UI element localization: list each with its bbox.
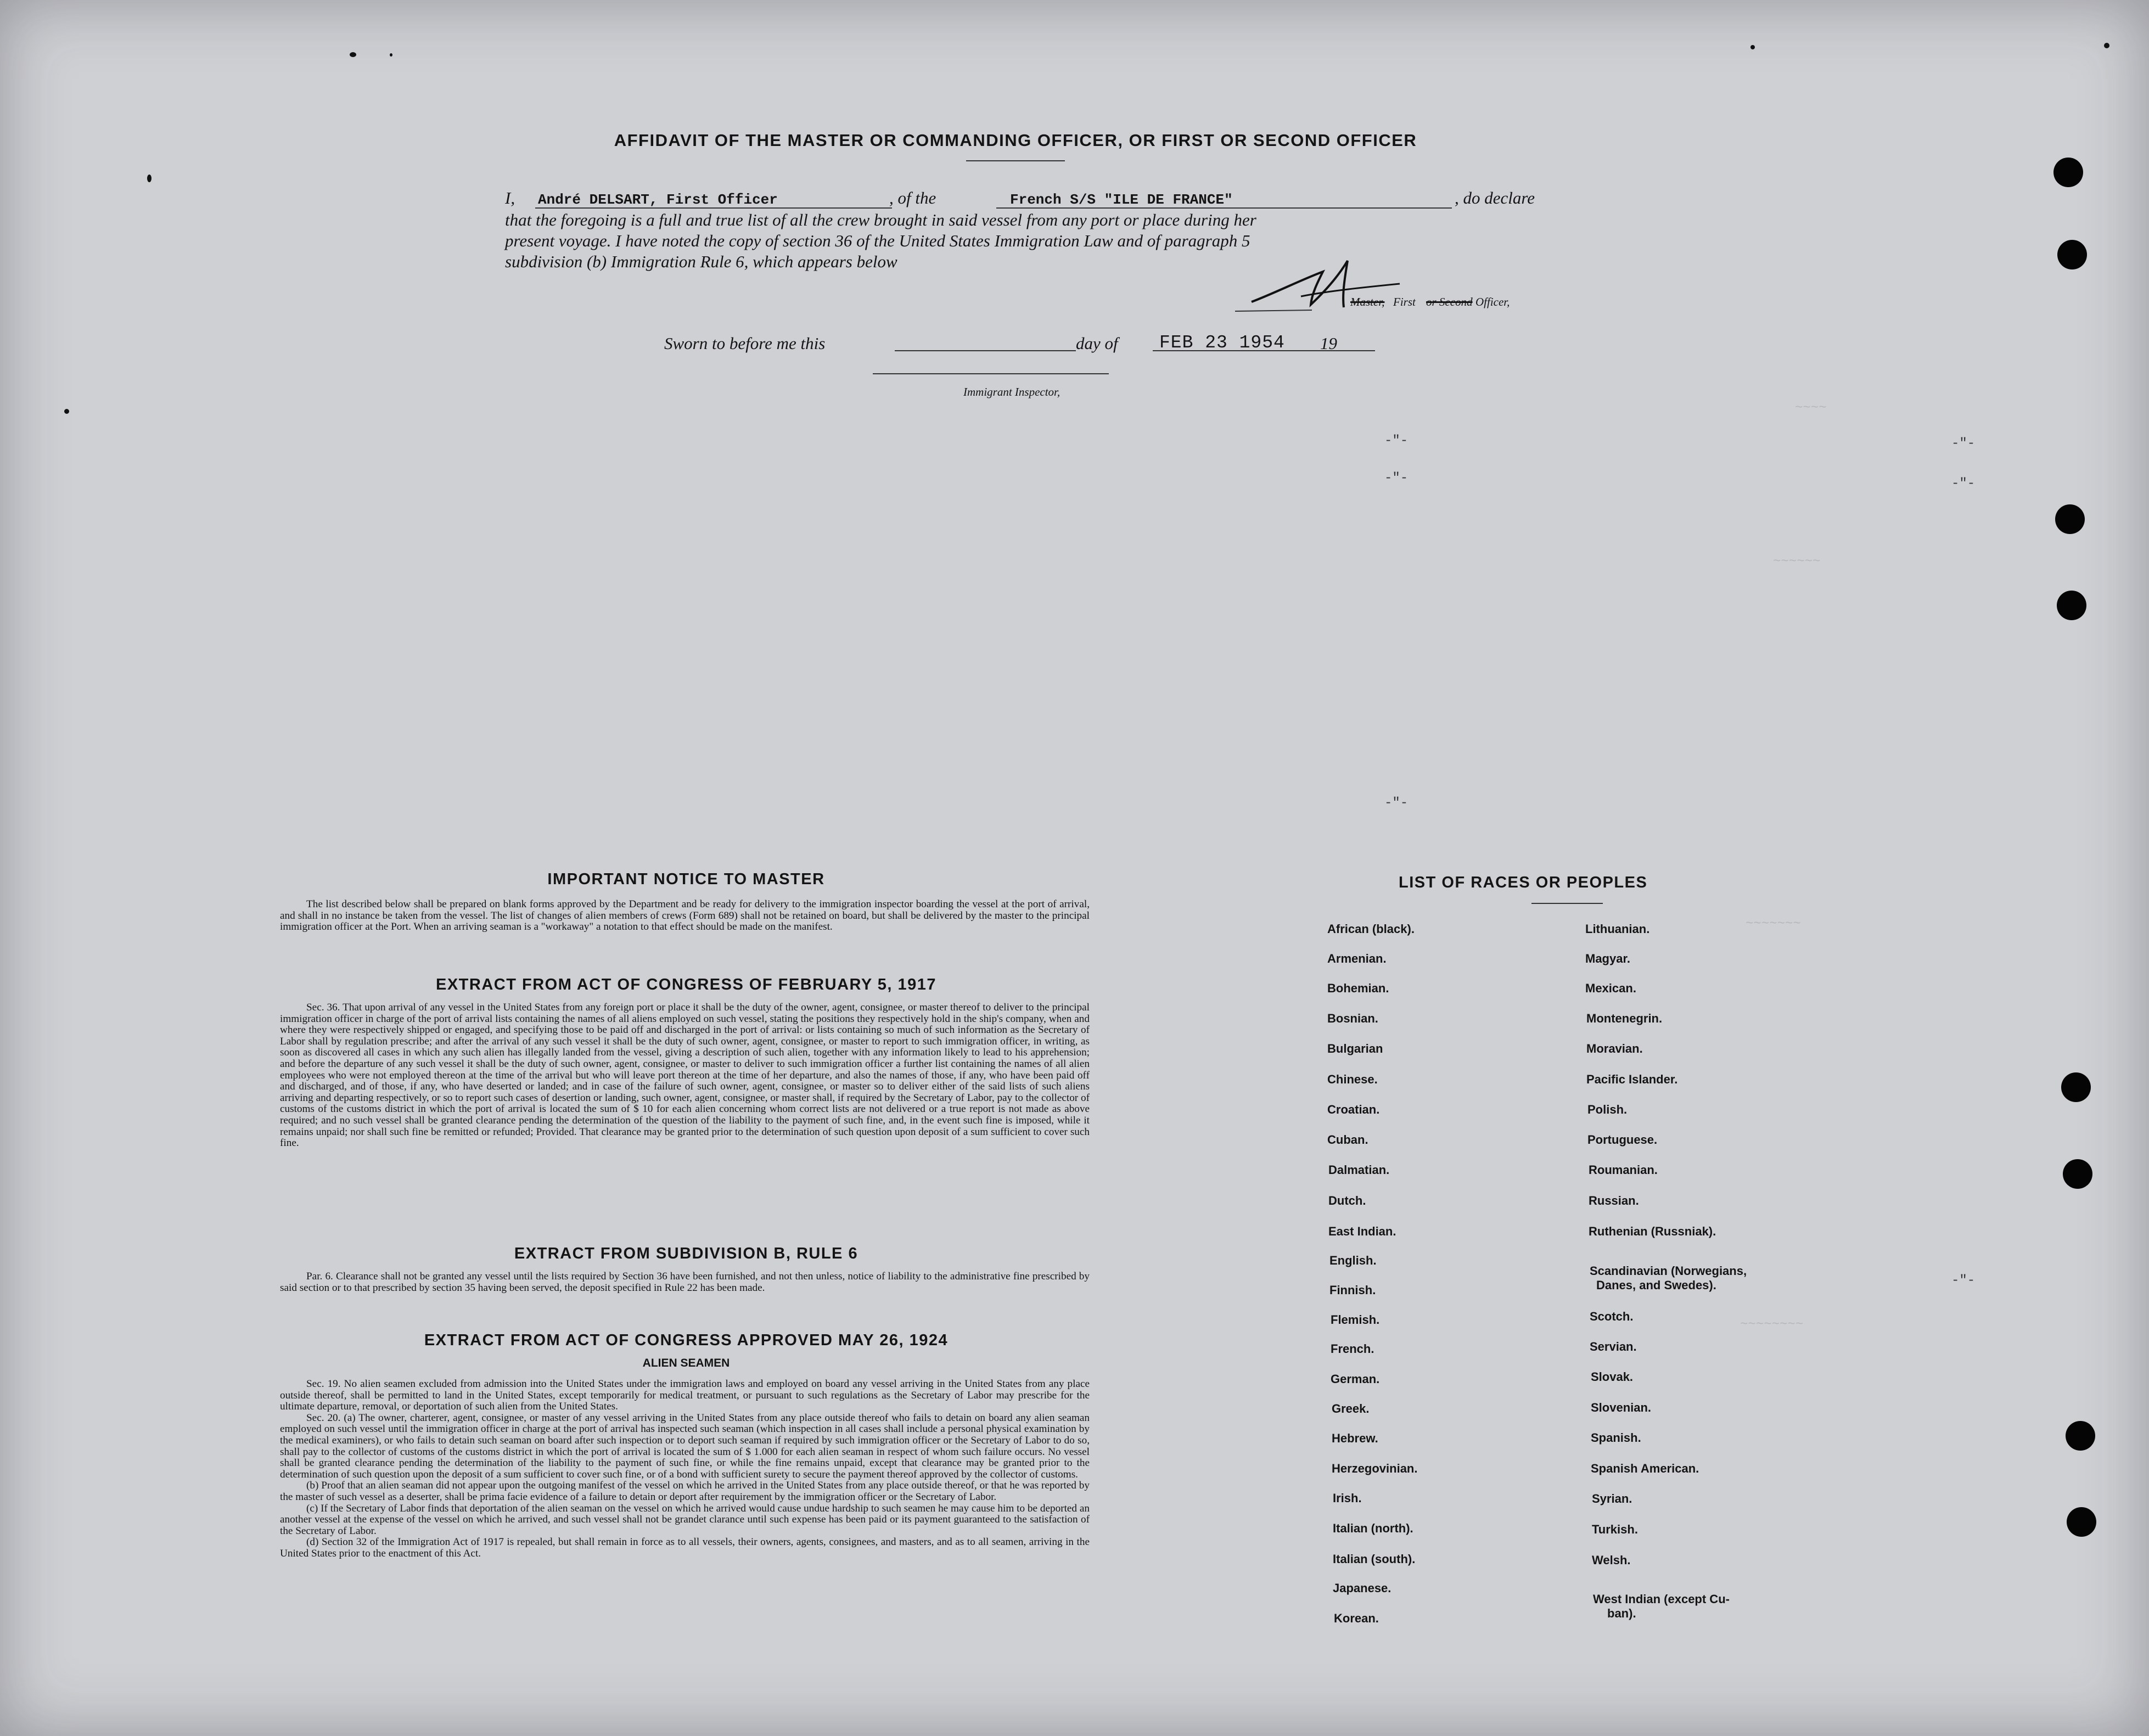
sworn-prefix: Sworn to before me this bbox=[664, 334, 826, 353]
ditto-mark: -"- bbox=[1951, 476, 1976, 491]
race-item: Turkish. bbox=[1592, 1522, 1638, 1536]
vessel-name: French S/S "ILE DE FRANCE" bbox=[1010, 192, 1233, 208]
declaration-line-3: present voyage. I have noted the copy of section 36 of the United States Immigration Law and of paragraph 5 bbox=[505, 231, 1250, 250]
section-19-paragraph: Sec. 19. No alien seamen excluded from admission into the United States under the immigration laws and employed on board any vessel arriving in the United States from any place outside thereof, shall be permitted to land in the United States, except temporarily for medical treatment, or pursuant to such regulations as the Secretary of Labor may prescribe for the ultimate departure, removal, or deportation of such alien from the United States. bbox=[280, 1378, 1090, 1413]
name-field-line bbox=[535, 207, 892, 209]
alien-seamen-subtitle: ALIEN SEAMEN bbox=[642, 1357, 730, 1369]
speck bbox=[1750, 45, 1755, 49]
punch-hole bbox=[2061, 1072, 2091, 1102]
race-item: Italian (south). bbox=[1333, 1552, 1416, 1566]
punch-hole bbox=[2066, 1421, 2095, 1451]
race-item: Servian. bbox=[1590, 1340, 1637, 1353]
race-item: Ruthenian (Russniak). bbox=[1589, 1224, 1716, 1238]
race-item: German. bbox=[1331, 1372, 1380, 1386]
section-20c-paragraph: (c) If the Secretary of Labor finds that deportation of the alien seaman on the vessel on which he arrived would cause undue hardship to such seamen he may cause him to be deported an another vessel at the expense of the vessel on which he arrived, and such vessel shall not be grandet clarance until such expense has been paid or its payment guaranteed to the satisfaction of the Secretary of Labor. bbox=[280, 1502, 1090, 1537]
declaration-post: , do declare bbox=[1455, 188, 1535, 207]
bleed-through-text: ~~~~~~~~ bbox=[1740, 1317, 1804, 1332]
race-item: Korean. bbox=[1334, 1611, 1379, 1625]
race-item: Armenian. bbox=[1327, 952, 1387, 965]
speck bbox=[64, 409, 69, 414]
race-item: Flemish. bbox=[1331, 1313, 1380, 1327]
race-item: West Indian (except Cu- bbox=[1593, 1592, 1730, 1606]
race-item: Magyar. bbox=[1585, 952, 1630, 965]
race-item: Portuguese. bbox=[1587, 1133, 1658, 1147]
speck bbox=[390, 53, 392, 57]
race-item: Scotch. bbox=[1590, 1310, 1634, 1323]
declaration-line-1 bbox=[505, 188, 1537, 210]
race-item: Moravian. bbox=[1586, 1042, 1643, 1055]
race-item: English. bbox=[1329, 1254, 1377, 1267]
race-item: Roumanian. bbox=[1589, 1163, 1658, 1177]
race-item: Japanese. bbox=[1333, 1581, 1391, 1595]
extract-1924-text bbox=[280, 1379, 1090, 1560]
race-item: East Indian. bbox=[1328, 1224, 1396, 1238]
officer-name: André DELSART, First Officer bbox=[538, 192, 778, 208]
race-item: Danes, and Swedes). bbox=[1596, 1278, 1716, 1292]
affidavit-title: AFFIDAVIT OF THE MASTER OR COMMANDING OFFICER, OR FIRST OR SECOND OFFICER bbox=[614, 131, 1417, 150]
race-item: Bosnian. bbox=[1327, 1012, 1378, 1025]
extract-1917-text bbox=[280, 1002, 1090, 1149]
race-item: Dalmatian. bbox=[1328, 1163, 1390, 1177]
sworn-date-stamp: FEB 23 1954 bbox=[1159, 333, 1285, 353]
race-item: Bohemian. bbox=[1327, 981, 1389, 995]
vessel-field-line bbox=[996, 207, 1452, 209]
subdivision-b-title: EXTRACT FROM SUBDIVISION B, RULE 6 bbox=[514, 1245, 859, 1262]
declaration-mid: , of the bbox=[889, 188, 936, 207]
speck bbox=[2104, 43, 2109, 48]
race-item: Croatian. bbox=[1327, 1103, 1380, 1116]
ditto-mark: -"- bbox=[1384, 796, 1409, 811]
inspector-label: Immigrant Inspector, bbox=[963, 385, 1061, 398]
title-underline bbox=[966, 160, 1065, 161]
races-title: LIST OF RACES OR PEOPLES bbox=[1399, 874, 1648, 891]
race-item: African (black). bbox=[1327, 922, 1415, 936]
declaration-line-2: that the foregoing is a full and true list of all the crew brought in said vessel from any port or place during her bbox=[505, 210, 1256, 229]
race-item: Welsh. bbox=[1592, 1553, 1631, 1567]
race-item: Russian. bbox=[1589, 1194, 1639, 1207]
notice-title: IMPORTANT NOTICE TO MASTER bbox=[547, 870, 825, 888]
sworn-day-of: day of bbox=[1076, 334, 1118, 353]
section-20d-paragraph: (d) Section 32 of the Immigration Act of 1917 is repealed, but shall remain in force as to all vessels, their owners, agents, consignees, and masters, and as to all seamen, arriving in the United States prior to the enactment of this Act. bbox=[280, 1536, 1090, 1559]
sworn-year: 19 bbox=[1320, 334, 1337, 353]
struck-master: Master, bbox=[1350, 295, 1385, 308]
declaration-line-4: subdivision (b) Immigration Rule 6, which appears below bbox=[505, 252, 897, 271]
sworn-day-line bbox=[895, 350, 1076, 351]
bleed-through-text: ~~~~~~~ bbox=[1746, 917, 1801, 931]
race-item: Cuban. bbox=[1327, 1133, 1368, 1147]
race-item: Slovak. bbox=[1591, 1370, 1634, 1384]
speck bbox=[147, 175, 152, 182]
ditto-mark: -"- bbox=[1384, 471, 1409, 486]
race-item: Bulgarian bbox=[1327, 1042, 1383, 1055]
race-item: Polish. bbox=[1587, 1103, 1628, 1116]
race-item: Montenegrin. bbox=[1586, 1012, 1663, 1025]
speck bbox=[350, 52, 356, 57]
struck-second: or Second bbox=[1426, 295, 1473, 308]
race-item: Dutch. bbox=[1328, 1194, 1366, 1207]
bleed-through-text: ~~~~ bbox=[1795, 401, 1827, 415]
ditto-mark: -"- bbox=[1384, 434, 1409, 448]
section-36-paragraph: Sec. 36. That upon arrival of any vessel in the United States from any foreign port or place it shall be the duty of the owner, agent, consignee, or master thereof to deliver to the principal immigration officer in charge of the port of arrival lists containing the names of all aliens employed on such vessel, stating the positions they respectively hold in the ship's company, when and where they were respectively shipped or engaged, and specifying those to be paid off and discharged in the port of arrival: or lists containing so much of such information as the Secretary of Labor shall by regulation prescribe; and after the arrival of any such vessel it shall be the duty of such owner, agent, consignee, or master to report to such immigration officer, in writing, as soon as discovered all cases in which any such alien has illegally landed from the vessel, giving a description of such alien, together with any information likely to lead to his apprehension; and before the departure of any such vessel it shall be the duty of such owner, agent, consignee, or master to deliver to such immigration officer a further list containing the names of all alien employees who were not employed thereon at the time of the arrival but who will leave port thereon at the time of her departure, and also the names of those, if any, who have been paid off and discharged, and of those, if any, who have deserted or landed; and in case of the failure of such owner, agent, consignee, or master so to deliver either of the said lists of such aliens arriving and departing respectively, or so to report such cases of desertion or landing, such owner, agent, consignee, or master shall, if required by the Secretary of Labor, pay to the collector of customs of the customs district in which the port of arrival is located the sum of $ 10 for each alien concerning whom correct lists are not delivered or a true report is not made as above required; and no such vessel shall be granted clearance pending the determination of the question of the liability to the payment of such fine, and, in the event such fine is imposed, while it remains unpaid; nor shall such fine be remitted or refunded; Provided. That clearance may be granted prior to the determination of such question upon deposit of a sum sufficient to cover such fine. bbox=[280, 1002, 1090, 1149]
ditto-mark: -"- bbox=[1951, 1273, 1976, 1288]
races-title-underline bbox=[1531, 903, 1603, 904]
race-item: Herzegovinian. bbox=[1332, 1462, 1418, 1475]
ditto-mark: -"- bbox=[1951, 436, 1976, 451]
race-item: Hebrew. bbox=[1332, 1431, 1378, 1445]
punch-hole bbox=[2063, 1159, 2092, 1189]
notice-text bbox=[280, 899, 1090, 933]
section-20b-paragraph: (b) Proof that an alien seaman did not appear upon the outgoing manifest of the vessel on which he arrived in the United States from any place outside thereof, or that he was reported by the master of such vessel as a deserter, shall be prima facie evidence of a failure to detain or deport after requirement by the immigration officer or the Secretary of Labor. bbox=[280, 1480, 1090, 1503]
race-item: Syrian. bbox=[1592, 1492, 1632, 1505]
race-item: Slovenian. bbox=[1591, 1401, 1652, 1414]
punch-hole bbox=[2053, 158, 2083, 187]
race-item: Lithuanian. bbox=[1585, 922, 1650, 936]
inspector-line bbox=[873, 373, 1109, 374]
punch-hole bbox=[2055, 504, 2085, 534]
race-item: ban). bbox=[1607, 1606, 1636, 1620]
punch-hole bbox=[2057, 591, 2086, 620]
race-item: Chinese. bbox=[1327, 1072, 1378, 1086]
race-item: Mexican. bbox=[1585, 981, 1636, 995]
race-item: Scandinavian (Norwegians, bbox=[1590, 1264, 1747, 1278]
punch-hole bbox=[2057, 240, 2087, 269]
extract-1924-title: EXTRACT FROM ACT OF CONGRESS APPROVED MAY 26, 1924 bbox=[424, 1332, 949, 1349]
race-item: Spanish. bbox=[1591, 1431, 1641, 1445]
subdivision-b-text bbox=[280, 1271, 1090, 1294]
paragraph-6: Par. 6. Clearance shall not be granted any vessel until the lists required by Section 36 have been furnished, and not then unless, notice of liability to the administrative fine prescribed by said section or to that prescribed by section 35 having been served, the deposit specified in Rule 22 has been made. bbox=[280, 1271, 1090, 1294]
extract-1917-title: EXTRACT FROM ACT OF CONGRESS OF FEBRUARY 5, 1917 bbox=[435, 976, 937, 993]
race-item: French. bbox=[1331, 1342, 1374, 1356]
race-item: Italian (north). bbox=[1333, 1521, 1413, 1535]
race-item: Greek. bbox=[1332, 1402, 1370, 1415]
section-20a-paragraph: Sec. 20. (a) The owner, charterer, agent, consignee, or master of any vessel arriving in the United States from any place outside thereof who fails to detain on board any alien seaman employed on such vessel until the immigration officer in charge at the port of arrival has inspected such seaman (which inspection in all cases shall include a personal physical examination by the medical examiners), or who fails to detain such seaman on board after such inspection or to deport such seaman if required by such immigration officer or the Secretary of Labor to do so, shall pay to the collector of customs of the customs district in which the port of arrival is located the sum of $ 1.000 for each alien seaman in respect of whom such failure occurs. No vessel shall be granted clearance pending the determination of the liability to the payment of such fine, or while the fine remains unpaid, except that clearance may be granted prior to the determination of such question upon the deposit of a sum sufficient to cover such fine, or of a bond with sufficient surety to secure the payment thereof approved by the collector of customs. bbox=[280, 1412, 1090, 1480]
race-item: Finnish. bbox=[1329, 1283, 1376, 1297]
signature-officer: Officer, bbox=[1475, 295, 1510, 308]
bleed-through-text: ~~~~~~ bbox=[1773, 554, 1821, 569]
sworn-date-line bbox=[1153, 350, 1375, 351]
notice-paragraph: The list described below shall be prepared on blank forms approved by the Department and be ready for delivery to the immigration inspector boarding the vessel at the port of arrival, and shall in no instance be taken from the vessel. The list of changes of alien members of crews (Form 689) shall not be retained on board, but shall be delivered by the master to the principal immigration officer at the Port. When an arriving seaman is a "workaway" a notation to that effect should be made on the manifest. bbox=[280, 898, 1090, 933]
signature-first: First bbox=[1393, 295, 1416, 308]
race-item: Spanish American. bbox=[1591, 1462, 1699, 1475]
signature-title bbox=[1334, 295, 1553, 328]
race-item: Pacific Islander. bbox=[1586, 1072, 1678, 1086]
race-item: Irish. bbox=[1333, 1491, 1362, 1505]
declaration-prefix: I, bbox=[505, 188, 515, 207]
punch-hole bbox=[2067, 1507, 2096, 1537]
